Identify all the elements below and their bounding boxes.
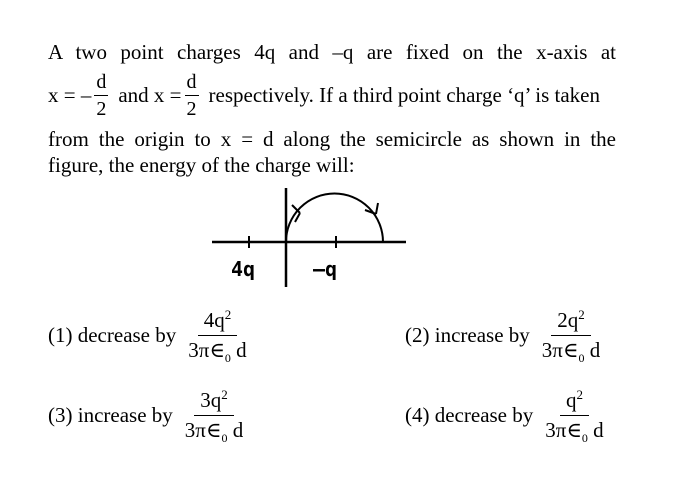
option-2-label: (2) increase by	[405, 323, 530, 347]
option-2-num: 2q	[557, 308, 579, 332]
option-1[interactable]	[48, 307, 253, 366]
option-1-fraction: $\frac{4q^2}{3\pi\in_0 d}$	[188, 307, 247, 366]
option-3-fraction: $\frac{3q^2}{3\pi\in_0 d}$	[184, 387, 244, 446]
option-3-label: (3) increase by	[48, 403, 173, 427]
option-3-num: 3q	[200, 388, 222, 412]
option-4[interactable]	[405, 387, 610, 446]
frac-num: d	[94, 72, 108, 96]
question-line-4: figure, the energy of the charge will:	[48, 153, 355, 177]
option-1-num: 4q	[203, 308, 225, 332]
eq-and: and x =	[118, 83, 182, 107]
arrow-head-left	[292, 205, 300, 222]
question-line-1: A two point charges 4q and –q are fixed on the x-axis at	[48, 40, 616, 64]
option-1-label: (1) decrease by	[48, 323, 177, 347]
question-line-3: from the origin to x = d along the semicircle as shown in the	[48, 127, 616, 151]
frac-num: d	[185, 72, 199, 96]
fraction-d-over-2-a	[94, 72, 111, 119]
question-line-2	[48, 72, 603, 119]
option-2[interactable]	[405, 307, 606, 366]
frac-den: 2	[186, 98, 197, 120]
arrow-head-right	[365, 203, 378, 214]
option-2-fraction: $\frac{2q^2}{3\pi\in_0 d}$	[541, 307, 601, 366]
option-3[interactable]	[48, 387, 249, 446]
semicircle-path	[286, 194, 383, 243]
option-4-fraction: $\frac{q^2}{3\pi\in_0 d}$	[545, 387, 604, 446]
fraction-d-over-2-b	[185, 72, 202, 119]
eq-rest: respectively. If a third point charge ‘q’ is taken	[208, 83, 600, 107]
option-4-num: q	[565, 388, 577, 412]
label-4q: 4q	[231, 257, 256, 281]
option-4-label: (4) decrease by	[405, 403, 534, 427]
frac-den: 2	[96, 98, 107, 120]
label-neg-q: –q	[313, 257, 338, 281]
eq-x-neg: x = –	[48, 83, 92, 107]
